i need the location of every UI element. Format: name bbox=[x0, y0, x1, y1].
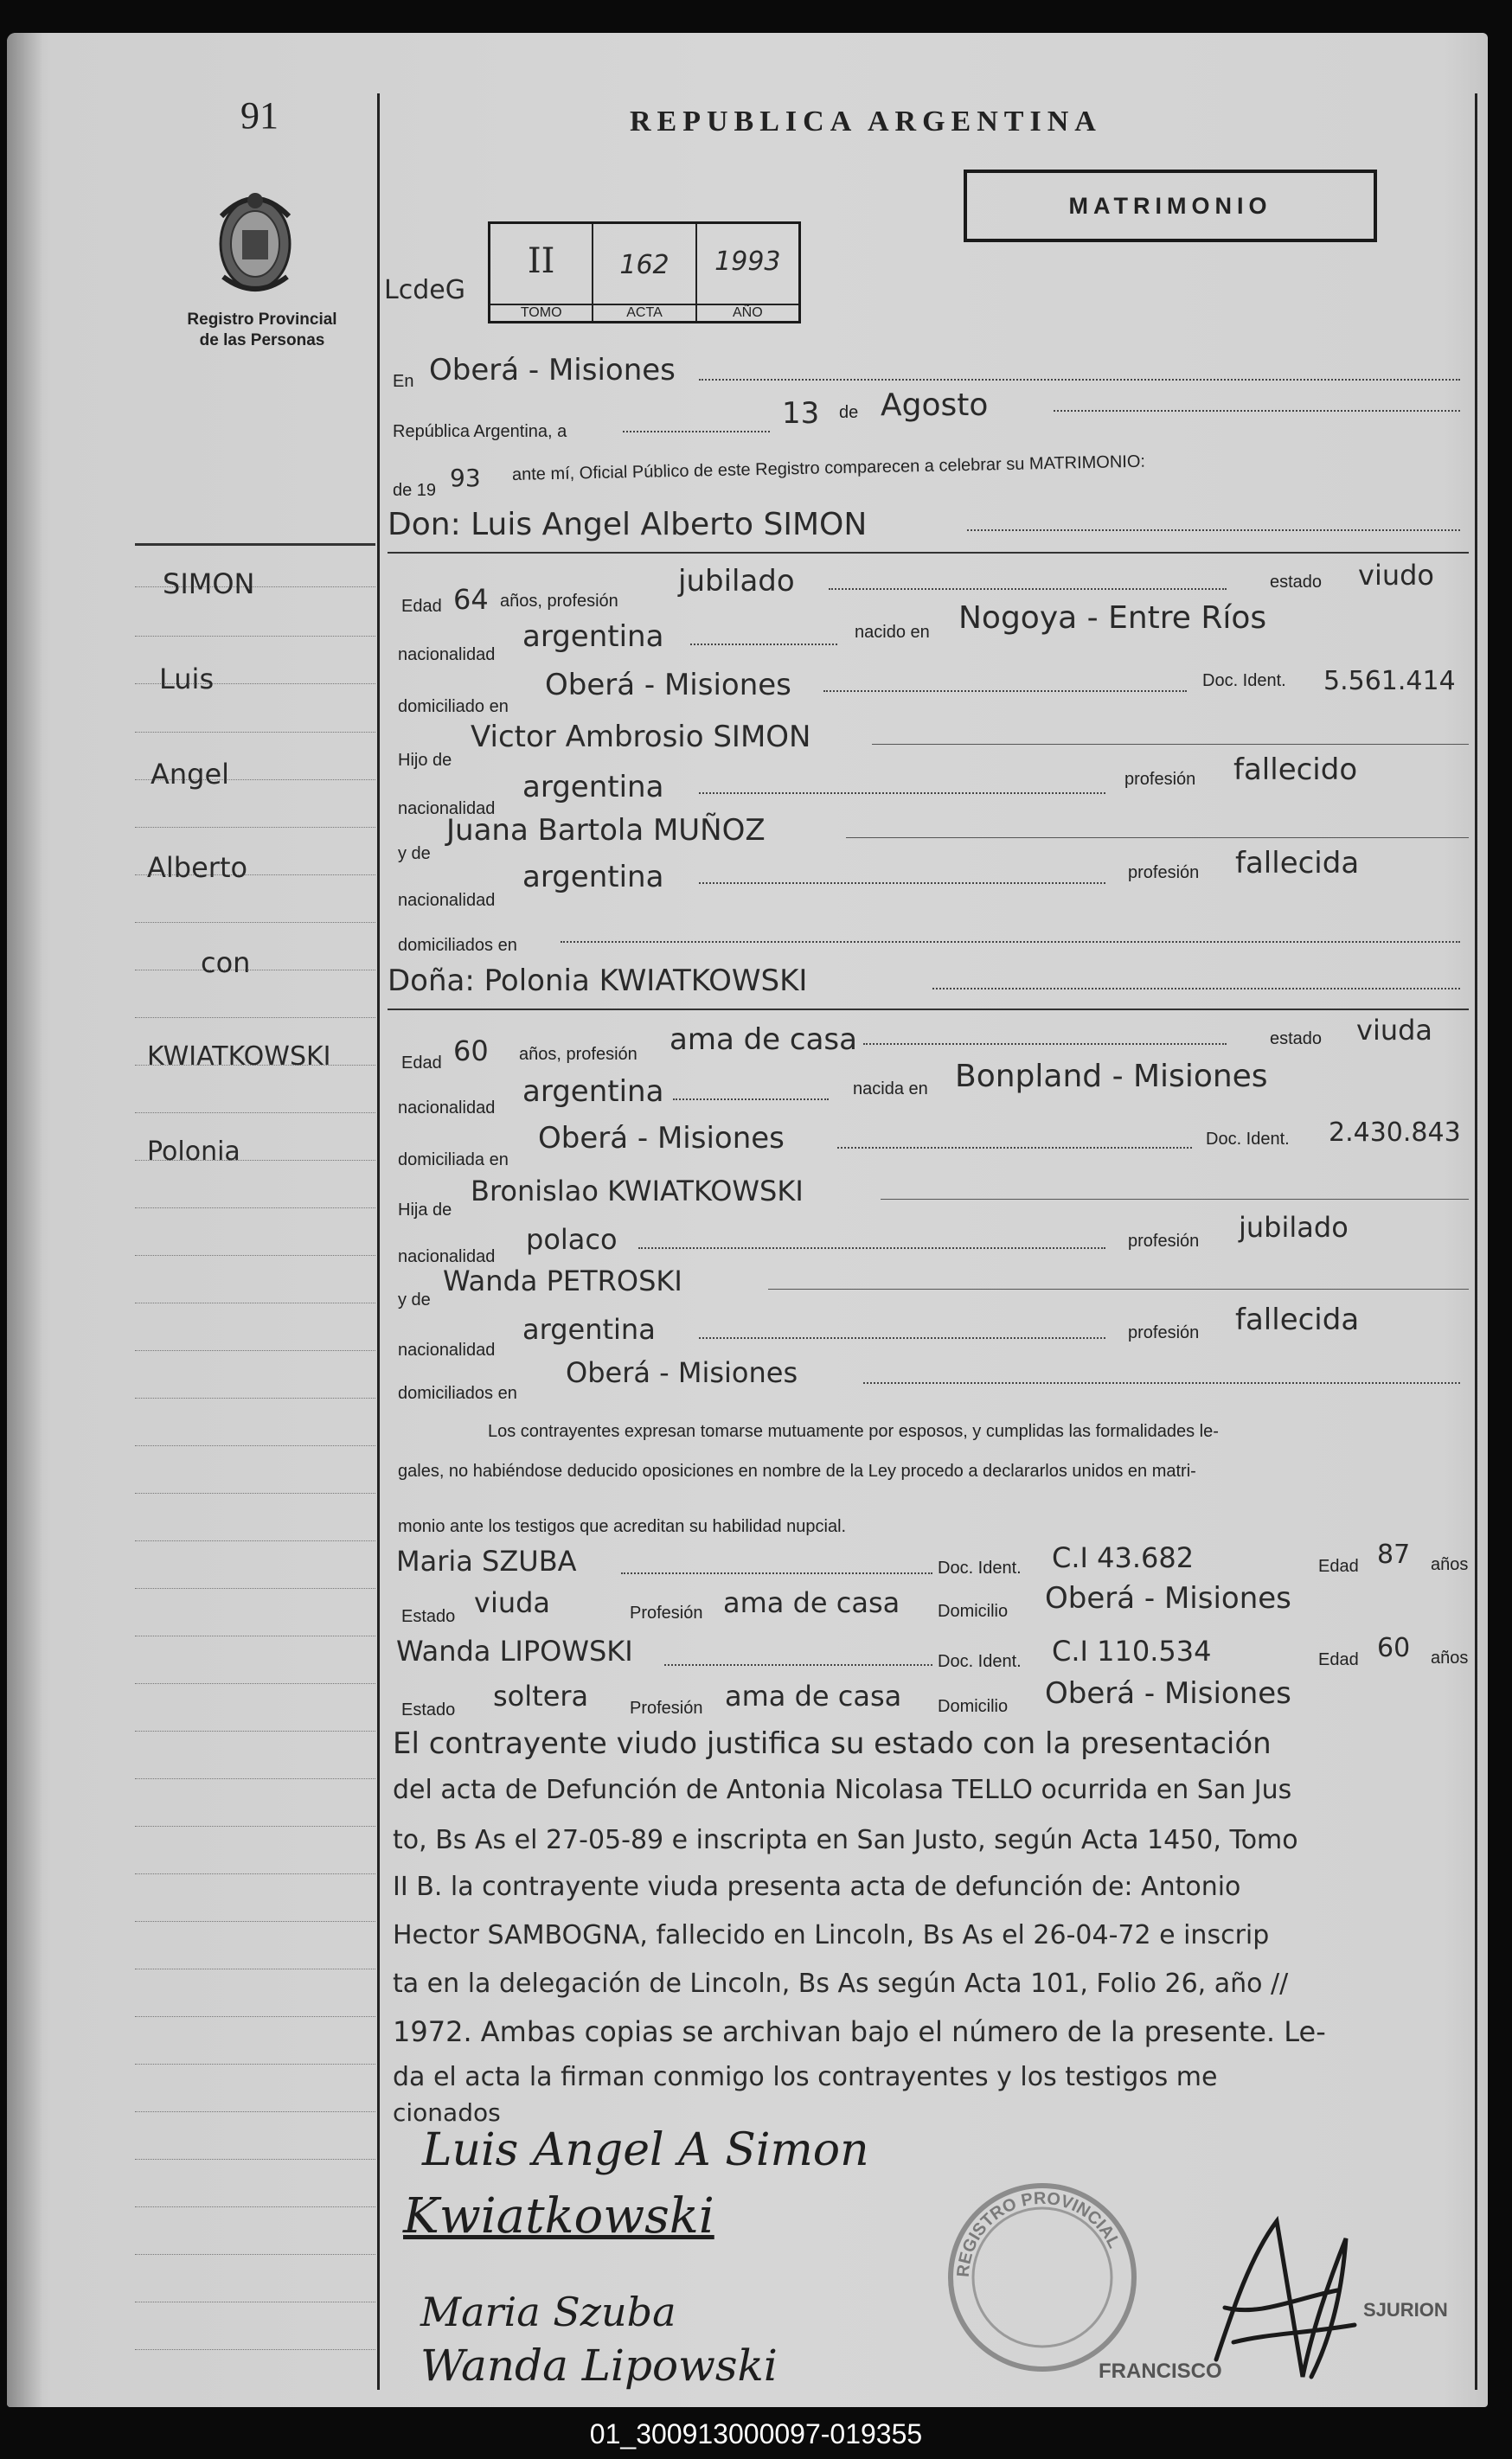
index-name: con bbox=[201, 946, 251, 979]
doc-label: Doc. Ident. bbox=[938, 1652, 1022, 1671]
notes-line: II B. la contrayente viuda presenta acta de defunción de: Antonio bbox=[393, 1872, 1241, 1902]
estado-label: Estado bbox=[401, 1607, 456, 1626]
nacionalidad-label: nacionalidad bbox=[398, 1247, 496, 1266]
groom-father-nationality: argentina bbox=[522, 770, 664, 804]
profesion-label: profesión bbox=[1128, 1323, 1200, 1342]
bride-profession: ama de casa bbox=[670, 1022, 857, 1057]
groom-father-profession: fallecido bbox=[1233, 752, 1358, 787]
bride-father-nationality: polaco bbox=[526, 1223, 618, 1256]
edad-label: Edad bbox=[1318, 1650, 1359, 1669]
registry-name: Registro Provincial de las Personas bbox=[187, 311, 337, 349]
groom-profession: jubilado bbox=[678, 564, 795, 599]
column-divider bbox=[377, 93, 380, 2390]
anio-value: 1993 bbox=[714, 247, 781, 277]
domicilio-label: Domicilio bbox=[938, 1697, 1009, 1716]
witness-status: soltera bbox=[493, 1680, 589, 1713]
edad-label: Edad bbox=[401, 1053, 442, 1073]
tomo-value: II bbox=[527, 241, 555, 281]
de-label: de bbox=[839, 403, 859, 422]
domicilio-label: domiciliada en bbox=[398, 1150, 509, 1169]
tomo-label: TOMO bbox=[490, 304, 592, 321]
nacionalidad-label: nacionalidad bbox=[398, 1098, 496, 1117]
nacionalidad-label: nacionalidad bbox=[398, 645, 496, 664]
officer-stamp-suffix: SJURION bbox=[1363, 2299, 1448, 2321]
bride-nationality: argentina bbox=[522, 1074, 664, 1109]
witness-signature: Wanda Lipowski bbox=[420, 2341, 778, 2391]
domicilio-label: Domicilio bbox=[938, 1602, 1009, 1621]
nacido-label: nacido en bbox=[855, 623, 930, 642]
notes-line: del acta de Defunción de Antonia Nicolasa TELLO ocurrida en San Jus bbox=[393, 1775, 1292, 1805]
bride-birthplace: Bonpland - Misiones bbox=[955, 1059, 1268, 1094]
folio-number: 91 bbox=[240, 94, 279, 137]
groom-signature: Luis Angel A Simon bbox=[422, 2124, 869, 2176]
witness-profession: ama de casa bbox=[723, 1586, 900, 1619]
en-label: En bbox=[393, 372, 414, 391]
record-type-box bbox=[964, 170, 1377, 242]
scan-caption: 01_300913000097-019355 bbox=[589, 2418, 923, 2449]
place: Oberá - Misiones bbox=[429, 353, 676, 387]
scan-caption-bar bbox=[0, 2409, 1512, 2459]
groom-mother-profession: fallecida bbox=[1235, 846, 1360, 881]
witness-profession: ama de casa bbox=[725, 1680, 902, 1713]
anos-label: años bbox=[1431, 1649, 1469, 1668]
declaration-line: monio ante los testigos que acreditan su habilidad nupcial. bbox=[398, 1517, 847, 1536]
groom-nationality: argentina bbox=[522, 619, 664, 654]
bride-name: Doña: Polonia KWIATKOWSKI bbox=[388, 964, 808, 998]
notes-line: da el acta la firman conmigo los contrayentes y los testigos me bbox=[393, 2062, 1218, 2092]
profesion-label: Profesión bbox=[630, 1699, 703, 1718]
groom-address: Oberá - Misiones bbox=[545, 668, 791, 702]
madre-label: y de bbox=[398, 1290, 431, 1310]
officer-stamp: FRANCISCO bbox=[1099, 2360, 1222, 2383]
bride-age: 60 bbox=[453, 1034, 489, 1067]
bride-id: 2.430.843 bbox=[1329, 1117, 1461, 1148]
index-name: Polonia bbox=[147, 1137, 240, 1167]
bride-parents-address: Oberá - Misiones bbox=[566, 1356, 798, 1389]
year-prefix: de 19 bbox=[393, 481, 437, 500]
witness-address: Oberá - Misiones bbox=[1045, 1581, 1291, 1616]
right-border bbox=[1475, 93, 1477, 2390]
year-suffix: 93 bbox=[450, 464, 481, 492]
month: Agosto bbox=[881, 387, 989, 423]
padre-label: Hija de bbox=[398, 1201, 452, 1220]
republica-label: República Argentina, a bbox=[393, 422, 567, 441]
groom-mother: Juana Bartola MUÑOZ bbox=[446, 813, 766, 848]
estado-label: Estado bbox=[401, 1700, 456, 1719]
bride-mother: Wanda PETROSKI bbox=[443, 1265, 682, 1297]
notes-line: ta en la delegación de Lincoln, Bs As según Acta 101, Folio 26, año // bbox=[393, 1969, 1289, 1999]
groom-mother-nationality: argentina bbox=[522, 860, 664, 894]
profesion-label: profesión bbox=[1128, 863, 1200, 882]
acta-cell bbox=[593, 224, 696, 321]
bride-signature: Kwiatkowski bbox=[403, 2188, 714, 2244]
acta-value: 162 bbox=[619, 250, 670, 280]
bride-father: Bronislao KWIATKOWSKI bbox=[471, 1175, 804, 1207]
edad-label: Edad bbox=[1318, 1557, 1359, 1576]
witness-age: 60 bbox=[1377, 1633, 1411, 1663]
bride-father-profession: jubilado bbox=[1239, 1211, 1349, 1244]
index-name: Luis bbox=[159, 663, 215, 695]
nacionalidad-label: nacionalidad bbox=[398, 1341, 496, 1360]
witness-age: 87 bbox=[1377, 1540, 1411, 1570]
witness-name: Maria SZUBA bbox=[396, 1545, 577, 1578]
index-name: KWIATKOWSKI bbox=[147, 1041, 331, 1072]
anio-cell bbox=[697, 224, 798, 321]
index-name: Angel bbox=[151, 758, 230, 791]
bride-status: viuda bbox=[1356, 1014, 1433, 1047]
country-title: REPUBLICA ARGENTINA bbox=[630, 106, 1102, 138]
groom-id: 5.561.414 bbox=[1323, 666, 1456, 696]
nacionalidad-label: nacionalidad bbox=[398, 891, 496, 910]
declaration-line: gales, no habiéndose deducido oposiciones en nombre de la Ley procedo a declararlos unidos en matri- bbox=[398, 1462, 1196, 1481]
bride-address: Oberá - Misiones bbox=[538, 1121, 785, 1156]
index-name: SIMON bbox=[163, 567, 255, 600]
witness-id: C.I 43.682 bbox=[1052, 1541, 1195, 1574]
index-name: Alberto bbox=[147, 851, 248, 884]
profesion-label: años, profesión bbox=[500, 592, 618, 611]
notes-line: El contrayente viudo justifica su estado con la presentación bbox=[393, 1726, 1272, 1761]
acta-label: ACTA bbox=[593, 304, 695, 321]
declaration-line: Los contrayentes expresan tomarse mutuamente por esposos, y cumplidas las formalidades le- bbox=[488, 1422, 1219, 1441]
bride-mother-nationality: argentina bbox=[522, 1313, 656, 1346]
notes-line: cionados bbox=[393, 2098, 501, 2127]
anos-label: años bbox=[1431, 1555, 1469, 1574]
tomo-cell bbox=[490, 224, 593, 321]
doc-label: Doc. Ident. bbox=[1202, 671, 1286, 690]
profesion-label: años, profesión bbox=[519, 1045, 637, 1064]
nacida-label: nacida en bbox=[853, 1079, 928, 1098]
coat-of-arms-icon bbox=[204, 182, 306, 301]
record-type-label: MATRIMONIO bbox=[1068, 192, 1272, 219]
margin-note: LcdeG bbox=[384, 275, 465, 305]
witness-id: C.I 110.534 bbox=[1052, 1635, 1212, 1668]
groom-age: 64 bbox=[453, 583, 489, 616]
official-seal-icon bbox=[943, 2178, 1142, 2377]
doc-label: Doc. Ident. bbox=[938, 1559, 1022, 1578]
groom-status: viudo bbox=[1358, 559, 1434, 592]
groom-birthplace: Nogoya - Entre Ríos bbox=[958, 600, 1267, 636]
edad-label: Edad bbox=[401, 597, 442, 616]
seal-text: REGISTRO PROVINCIAL bbox=[953, 2188, 1124, 2278]
ante-text: ante mí, Oficial Público de este Registro comparecen a celebrar su MATRIMONIO: bbox=[511, 451, 1146, 484]
register-page bbox=[7, 33, 1488, 2407]
domiciliados-label: domiciliados en bbox=[398, 936, 517, 955]
padre-label: Hijo de bbox=[398, 751, 452, 770]
witness-address: Oberá - Misiones bbox=[1045, 1676, 1291, 1711]
groom-name: Don: Luis Angel Alberto SIMON bbox=[388, 507, 868, 542]
madre-label: y de bbox=[398, 844, 431, 863]
groom-father: Victor Ambrosio SIMON bbox=[471, 720, 811, 754]
notes-line: to, Bs As el 27-05-89 e inscripta en San Justo, según Acta 1450, Tomo bbox=[393, 1825, 1298, 1855]
estado-label: estado bbox=[1270, 1029, 1323, 1048]
notes-line: 1972. Ambas copias se archivan bajo el número de la presente. Le- bbox=[393, 2015, 1326, 2048]
profesion-label: profesión bbox=[1128, 1232, 1200, 1251]
witness-signature: Maria Szuba bbox=[420, 2289, 676, 2335]
notes-line: Hector SAMBOGNA, fallecido en Lincoln, Bs As el 26-04-72 e inscrip bbox=[393, 1920, 1270, 1950]
witness-status: viuda bbox=[474, 1586, 551, 1619]
bride-mother-profession: fallecida bbox=[1235, 1303, 1360, 1337]
officer-signature-icon bbox=[1199, 2204, 1372, 2394]
doc-label: Doc. Ident. bbox=[1206, 1130, 1290, 1149]
nacionalidad-label: nacionalidad bbox=[398, 799, 496, 818]
domicilio-label: domiciliado en bbox=[398, 697, 509, 716]
domiciliados-label: domiciliados en bbox=[398, 1384, 517, 1403]
day: 13 bbox=[782, 396, 820, 431]
estado-label: estado bbox=[1270, 573, 1323, 592]
witness-name: Wanda LIPOWSKI bbox=[396, 1635, 633, 1668]
profesion-label: profesión bbox=[1124, 770, 1196, 789]
profesion-label: Profesión bbox=[630, 1604, 703, 1623]
volume-box bbox=[488, 221, 801, 323]
anio-label: AÑO bbox=[697, 304, 798, 321]
